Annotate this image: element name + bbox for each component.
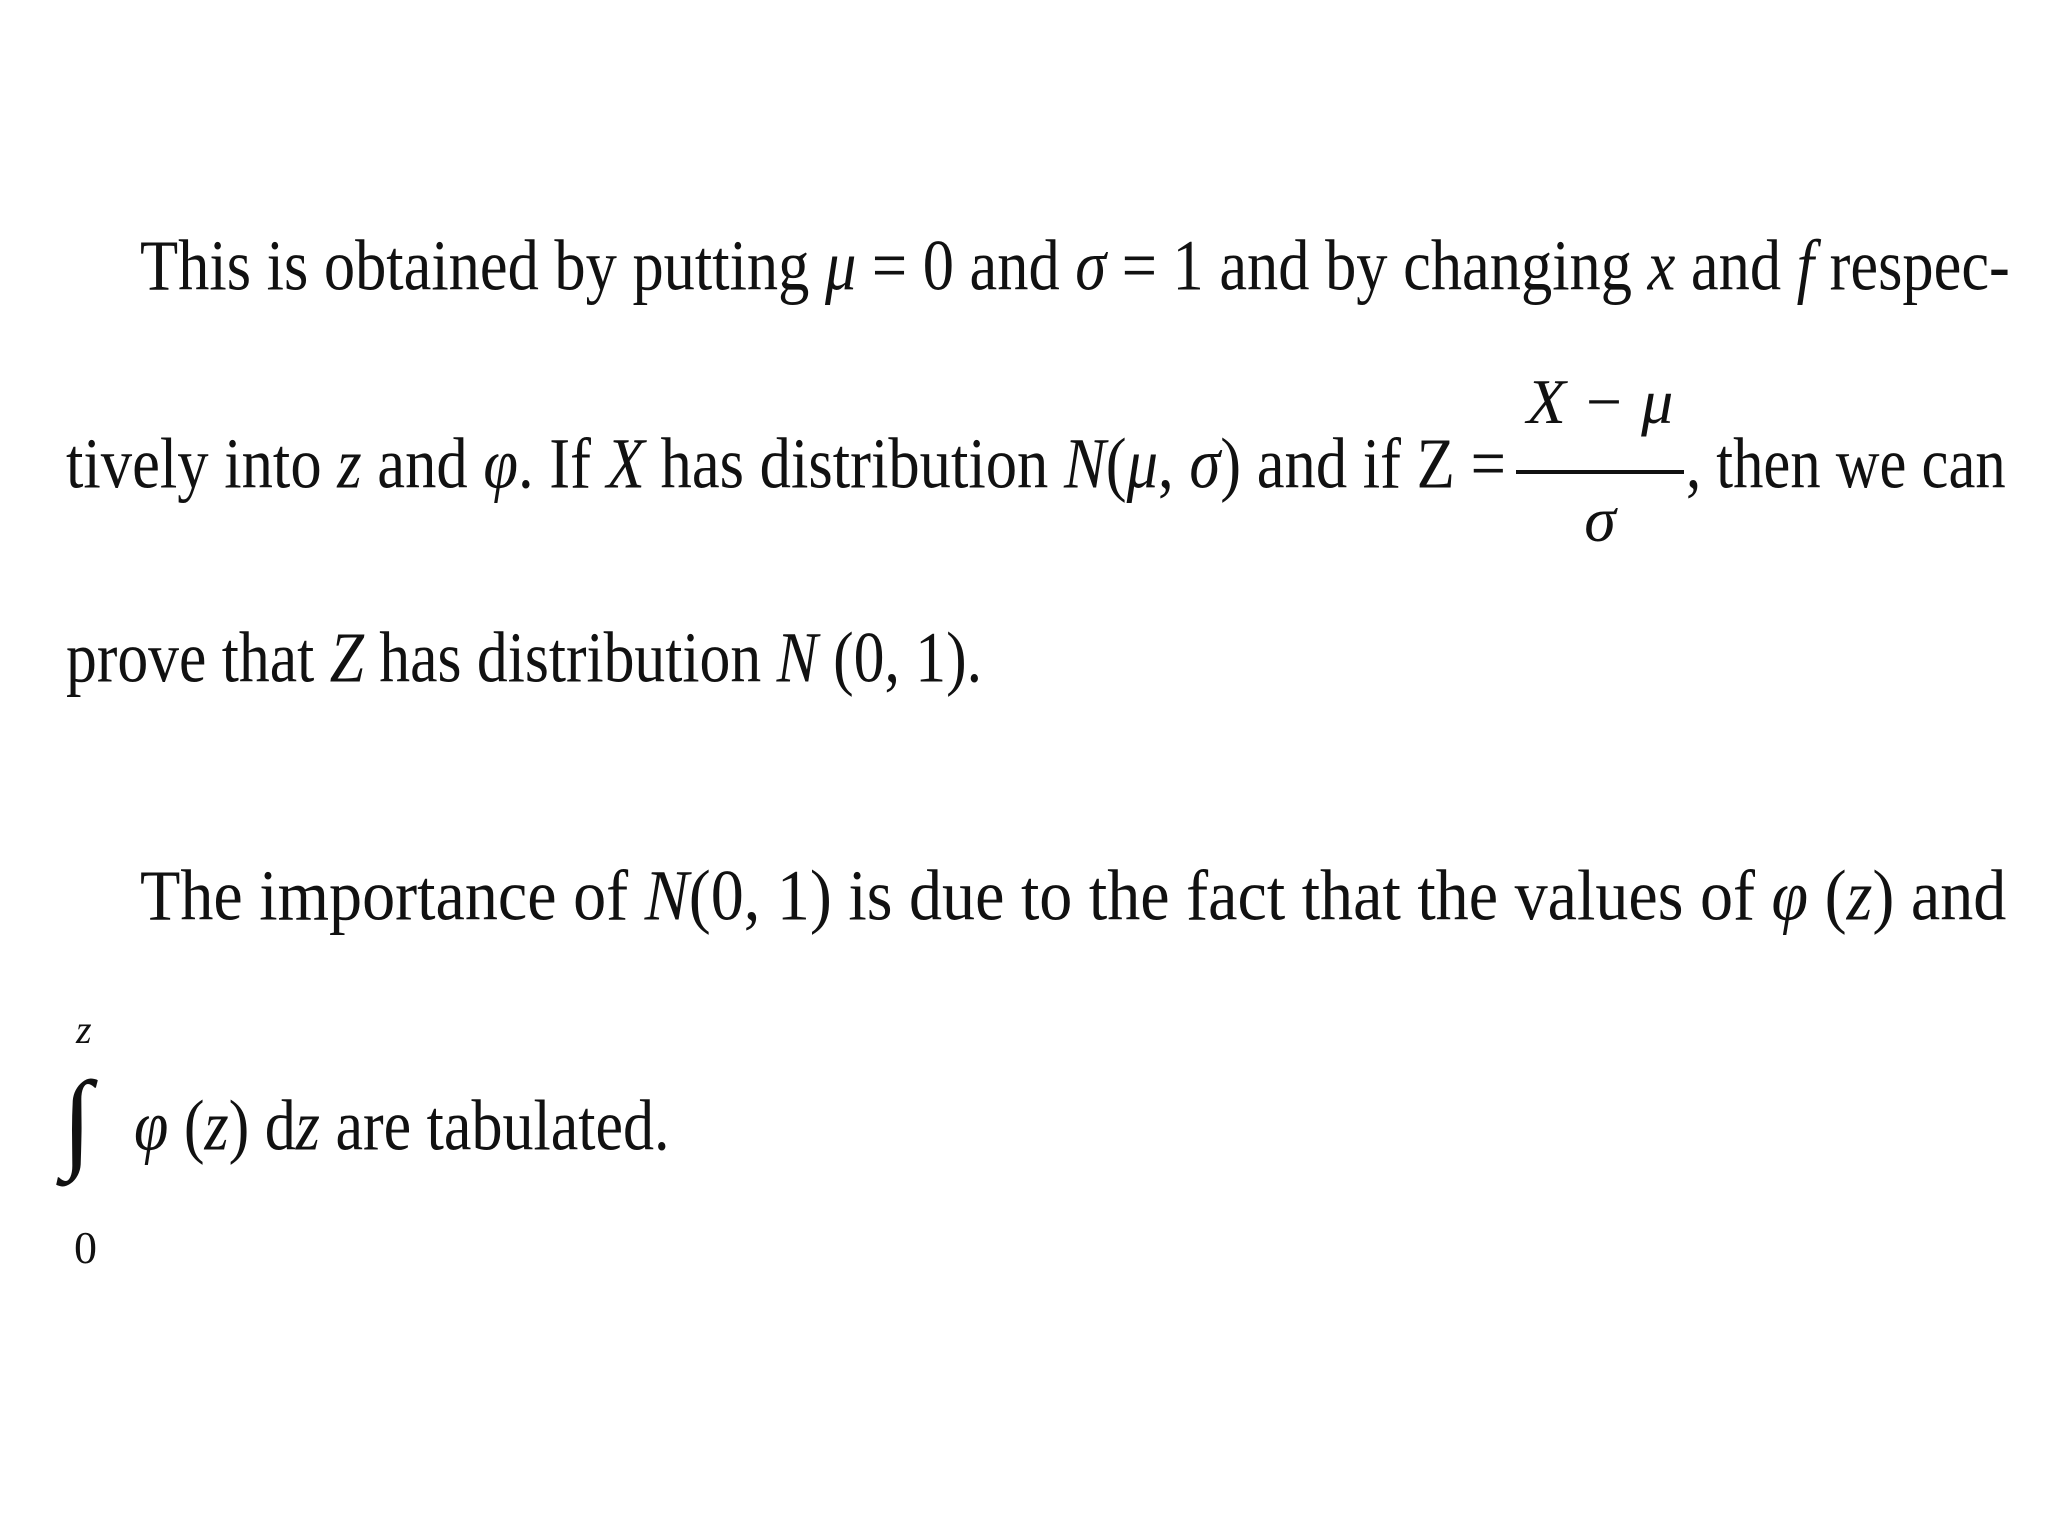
text-run: respec- [1813, 225, 2010, 306]
phi-symbol: φ [483, 423, 518, 504]
paragraph-1-line-2 [66, 423, 1506, 504]
paragraph-2-line-1 [140, 855, 2007, 936]
text-run: and [361, 423, 484, 504]
variable-N: N [644, 855, 689, 936]
variable-N: N [776, 617, 818, 698]
variable-x: x [1647, 225, 1676, 306]
text-run: = 0 and [856, 225, 1076, 306]
fraction-bar [1516, 470, 1684, 474]
variable-z: z [337, 423, 362, 504]
text-run: are tabulated. [319, 1085, 670, 1166]
phi-symbol: φ [1771, 855, 1809, 936]
text-run: tively into [66, 423, 338, 504]
integral-lower-limit: 0 [74, 1222, 97, 1273]
integral-sign [62, 1007, 122, 1280]
text-run: (0, 1) is due to the fact that the values of [688, 855, 1772, 936]
variable-z: z [1846, 855, 1873, 936]
text-run: This is obtained by putting [140, 225, 825, 306]
text-run: , [1158, 423, 1190, 504]
variable-z: z [204, 1085, 229, 1166]
mu-symbol: μ [1126, 423, 1159, 504]
fraction-numerator: X − μ [1526, 366, 1674, 437]
text-run: (0, 1). [817, 617, 983, 698]
text-run: ) and [1872, 855, 2007, 936]
sigma-symbol: σ [1189, 423, 1221, 504]
text-run: has distribution [363, 617, 777, 698]
text-run: and [1675, 225, 1797, 306]
variable-N: N [1064, 423, 1106, 504]
variable-X: X [606, 423, 645, 504]
fraction-denominator: σ [1584, 484, 1616, 555]
integral-upper-limit: z [76, 1007, 92, 1052]
text-run: = 1 and by changing [1106, 225, 1648, 306]
text-run: , then we can [1686, 423, 2006, 504]
text-run: prove that [66, 617, 330, 698]
paragraph-2-line-2 [134, 1085, 670, 1166]
variable-f: f [1796, 225, 1814, 306]
fraction [1510, 366, 1690, 570]
text-run: ) and if Z = [1220, 423, 1506, 504]
integral-symbol: ∫ [62, 1059, 93, 1181]
paragraph-1-line-1 [140, 225, 2010, 306]
sigma-symbol: σ [1075, 225, 1107, 306]
paragraph-1-line-3 [66, 617, 983, 698]
text-run: ( [1105, 423, 1127, 504]
mu-symbol: μ [824, 225, 857, 306]
text-run: has distribution [644, 423, 1065, 504]
text-run: ( [1808, 855, 1847, 936]
paragraph-1-line-2-end [1686, 423, 2006, 504]
variable-z: z [295, 1085, 320, 1166]
text-run: The importance of [140, 855, 645, 936]
variable-Z: Z [329, 617, 364, 698]
text-run: ) d [228, 1085, 296, 1166]
text-run: ( [168, 1085, 205, 1166]
text-run: . If [517, 423, 607, 504]
phi-symbol: φ [134, 1085, 169, 1166]
